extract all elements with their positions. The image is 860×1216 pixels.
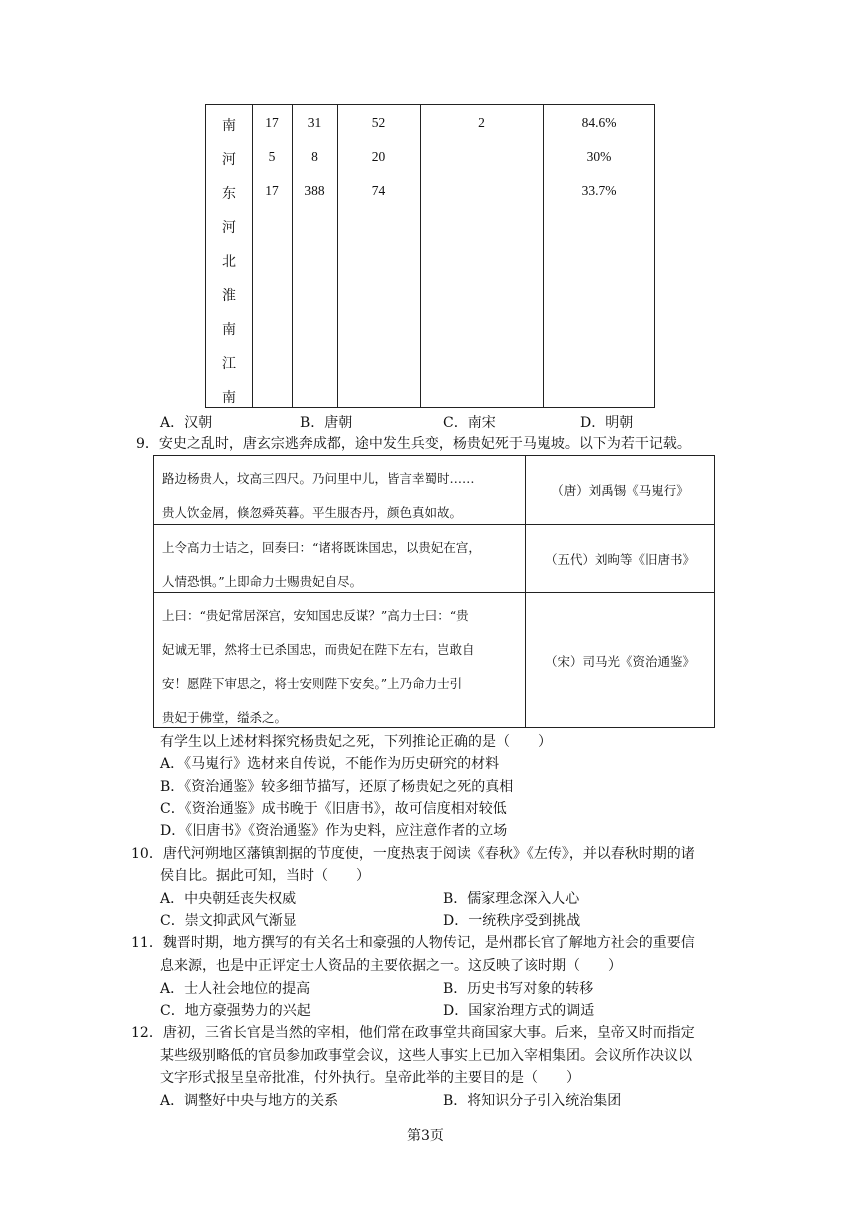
quote-line: 路边杨贵人，坟高三四尺。乃问里中儿，皆言幸蜀时…… [162, 471, 475, 486]
region-char: 南 [222, 390, 236, 406]
table-cell: 20 [371, 149, 386, 164]
quote-source: （五代）刘昫等《旧唐书》 [544, 552, 695, 567]
quote-row [154, 456, 714, 524]
table-cell: 52 [371, 115, 386, 130]
quotes-table [153, 455, 715, 728]
region-char: 南 [222, 322, 236, 338]
q9-option-b: B．《资治通鉴》较多细节描写，还原了杨贵妃之死的真相 [160, 779, 514, 795]
q10-option-b: B．儒家理念深入人心 [443, 891, 580, 907]
quote-row [154, 592, 714, 728]
table-cell: 388 [304, 183, 325, 198]
quote-source: （唐）刘禹锡《马嵬行》 [551, 483, 689, 498]
table-divider [420, 105, 421, 407]
quote-text [154, 525, 526, 593]
quote-line: 贵妃于佛堂，缢杀之。 [162, 710, 288, 725]
quote-line: 妃诚无罪，然将士已杀国忠，而贵妃在陛下左右，岂敢自 [162, 642, 475, 657]
table-cell: 33.7% [581, 183, 617, 198]
region-char: 河 [222, 220, 236, 236]
q10-option-c: C．崇文抑武风气渐显 [160, 913, 297, 929]
quote-line: 贵人饮金屑，倏忽舜英暮。平生服杏丹，颜色真如故。 [162, 505, 463, 520]
quote-line: 上曰：“贵妃常居深宫，安知国忠反谋？”高力士曰：“贵 [162, 608, 469, 623]
q9-question: 有学生以上述材料探究杨贵妃之死，下列推论正确的是（ ） [160, 734, 552, 750]
q9-stem: 9．安史之乱时，唐玄宗逃奔成都，途中发生兵变，杨贵妃死于马嵬坡。以下为若干记载。 [136, 436, 691, 452]
quote-text [154, 593, 526, 728]
q12-line: 12．唐初，三省长官是当然的宰相，他们常在政事堂共商国家大事。后来，皇帝又时而指定 [131, 1025, 695, 1041]
region-char: 河 [222, 152, 236, 168]
q10-option-d: D．一统秩序受到挑战 [443, 913, 581, 929]
region-char: 淮 [222, 288, 236, 304]
q12-option-a: A．调整好中央与地方的关系 [160, 1093, 339, 1109]
table-cell: 8 [311, 149, 318, 164]
q11-option-b: B．历史书写对象的转移 [443, 981, 594, 997]
q9-option-d: D．《旧唐书》《资治通鉴》作为史料，应注意作者的立场 [160, 823, 508, 839]
table-cell: 84.6% [581, 115, 617, 130]
quote-source: （宋）司马光《资治通鉴》 [544, 653, 695, 669]
region-char: 北 [222, 254, 236, 270]
quote-line: 上令高力士诘之，回奏曰：“诸将既诛国忠，以贵妃在宫， [162, 540, 481, 555]
table-cell: 2 [478, 115, 485, 130]
q8-option-c: C．南宋 [443, 415, 496, 431]
quote-text [154, 456, 526, 524]
quote-row [154, 524, 714, 593]
q12-option-b: B．将知识分子引入统治集团 [443, 1093, 622, 1109]
q9-option-a: A．《马嵬行》选材来自传说，不能作为历史研究的材料 [160, 756, 500, 772]
page-number: 第3页 [407, 1128, 444, 1144]
q12-line: 文字形式报呈皇帝批准，付外执行。皇帝此举的主要目的是（ ） [160, 1070, 580, 1086]
table-cell: 31 [307, 115, 322, 130]
region-char: 南 [222, 118, 236, 134]
data-table [205, 104, 655, 408]
q9-option-c: C．《资治通鉴》成书晚于《旧唐书》，故可信度相对较低 [160, 801, 507, 817]
table-cell: 74 [371, 183, 386, 198]
q8-option-a: A．汉朝 [160, 415, 213, 431]
q8-option-b: B．唐朝 [300, 415, 353, 431]
q11-line: 息来源，也是中正评定士人资品的主要依据之一。这反映了该时期（ ） [160, 958, 622, 974]
q8-option-d: D．明朝 [580, 415, 634, 431]
quote-line: 人情恐惧。”上即命力士赐贵妃自尽。 [162, 574, 363, 589]
q11-option-d: D．国家治理方式的调适 [443, 1003, 595, 1019]
table-cell: 30% [586, 149, 612, 164]
table-cell: 17 [265, 183, 279, 198]
quote-line: 安！愿陛下审思之，将士安则陛下安矣。”上乃命力士引 [162, 676, 463, 691]
q10-option-a: A．中央朝廷丧失权威 [160, 891, 297, 907]
q11-option-c: C．地方豪强势力的兴起 [160, 1003, 311, 1019]
table-cell: 17 [265, 115, 279, 130]
q10-line: 10．唐代河朔地区藩镇割据的节度使，一度热衷于阅读《春秋》《左传》，并以春秋时期的诸 [131, 846, 695, 862]
q11-option-a: A．士人社会地位的提高 [160, 981, 311, 997]
q11-line: 11．魏晋时期，地方撰写的有关名士和豪强的人物传记，是州郡长官了解地方社会的重要信 [131, 935, 695, 951]
region-char: 东 [222, 186, 236, 202]
q12-line: 某些级别略低的官员参加政事堂会议，这些人事实上已加入宰相集团。会议所作决议以 [160, 1048, 692, 1064]
region-char: 江 [222, 356, 236, 372]
table-cell: 5 [268, 149, 276, 164]
q10-line: 侯自比。据此可知，当时（ ） [160, 868, 370, 884]
